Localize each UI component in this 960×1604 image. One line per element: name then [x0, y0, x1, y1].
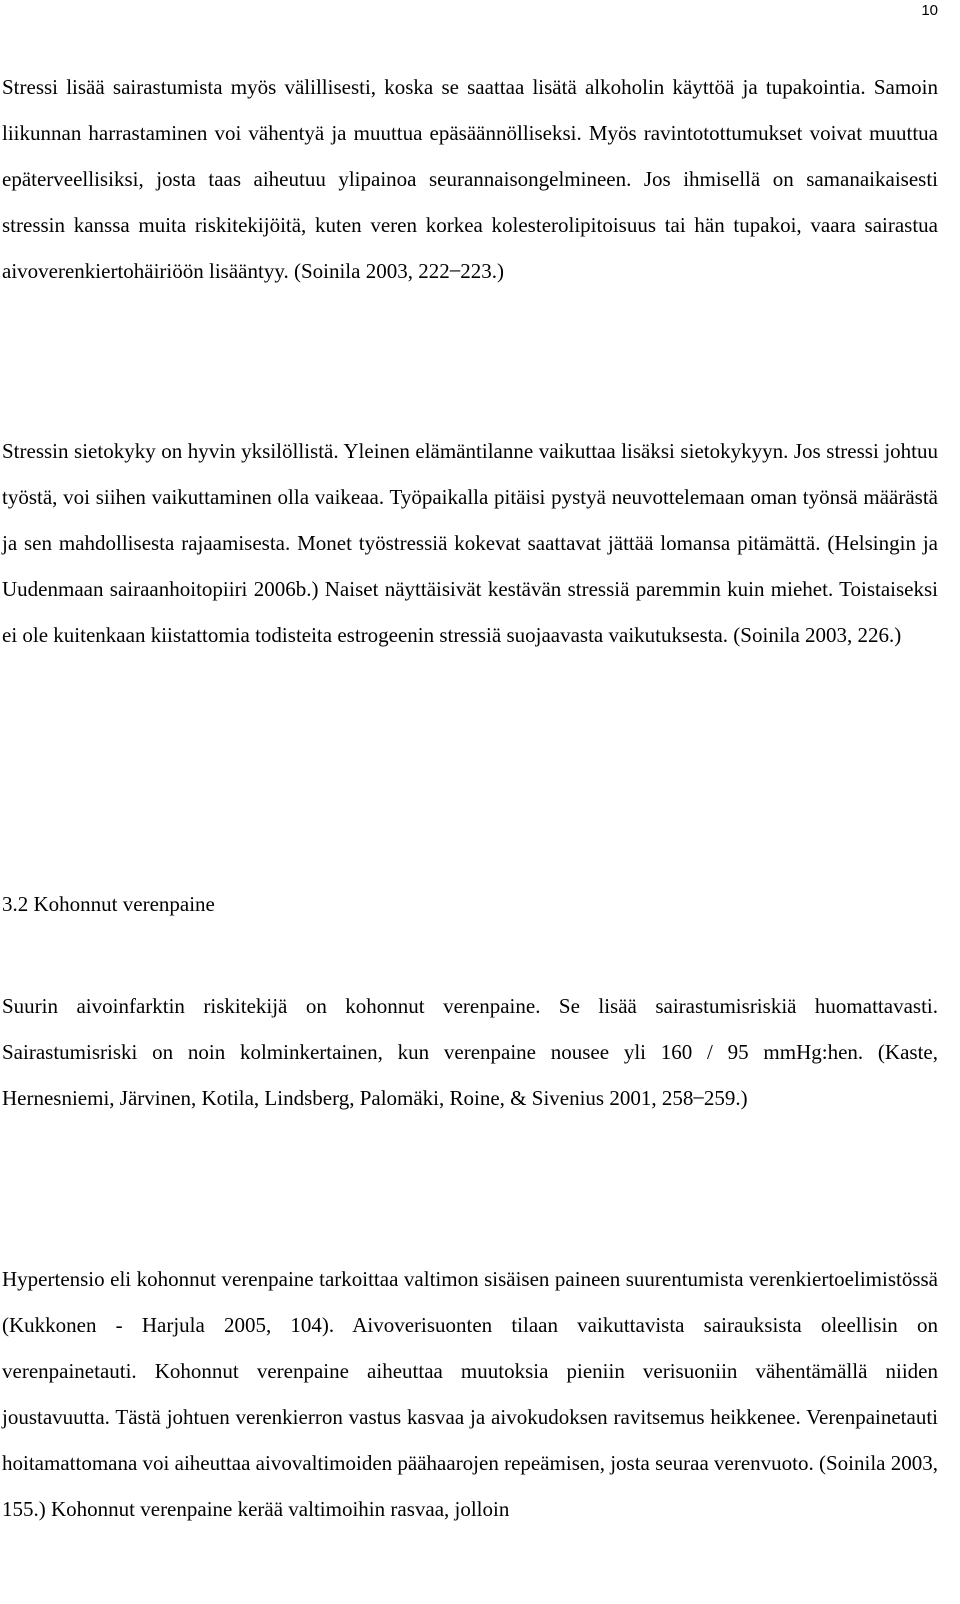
paragraph-stress-tolerance: Stressin sietokyky on hyvin yksilöllistä. Yleinen elämäntilanne vaikuttaa lisäksi sietokykyyn. Jos stressi johtuu työstä, voi siihen vaikuttaminen olla vaikeaa. Työpaikalla pitäisi pystyä neuvottelemaan oman työnsä määrästä ja sen mahdollisesta rajaamisesta. Monet työstressiä kokevat saattavat jättää lomansa pitämättä. (Helsingin ja Uudenmaan sairaanhoitopiiri 2006b.) Naiset näyttäisivät kestävän stressiä paremmin kuin miehet. Toistaiseksi ei ole kuitenkaan kiistattomia todisteita estrogeenin stressiä suojaavasta vaikutuksesta. (Soinila 2003, 226.): [2, 439, 938, 647]
paragraph-hypertension: Hypertensio eli kohonnut verenpaine tarkoittaa valtimon sisäisen paineen suurentumista verenkiertoelimistössä (Kukkonen - Harjula 2005, 104). Aivoverisuonten tilaan vaikuttavista sairauksista oleellisin on verenpainetauti. Kohonnut verenpaine aiheuttaa muutoksia pieniin verisuoniin vähentämällä niiden joustavuutta. Tästä johtuen verenkierron vastus kasvaa ja aivokudoksen ravitsemus heikkenee. Verenpainetauti hoitamattomana voi aiheuttaa aivovaltimoiden päähaarojen repeämisen, josta seuraa verenvuoto. (Soinila 2003, 155.) Kohonnut verenpaine kerää valtimoihin rasvaa, jolloin: [2, 1267, 938, 1521]
page-number: 10: [921, 2, 938, 19]
paragraph-stress-indirect-effects: Stressi lisää sairastumista myös välillisesti, koska se saattaa lisätä alkoholin käyttöä ja tupakointia. Samoin liikunnan harrastaminen voi vähentyä ja muuttua epäsäännölliseksi. Myös ravintotottumukset voivat muuttua epäterveellisiksi, josta taas aiheutuu ylipainoa seurannaisongelmineen. Jos ihmisellä on samanaikaisesti stressin kanssa muita riskitekijöitä, kuten veren korkea kolesterolipitoisuus tai hän tupakoi, vaara sairastua aivoverenkiertohäiriöön lisääntyy. (Soinila 2003, 222 ̶ 223.): [2, 75, 938, 283]
paragraph-blood-pressure-risk: Suurin aivoinfarktin riskitekijä on kohonnut verenpaine. Se lisää sairastumisriskiä huomattavasti. Sairastumisriski on noin kolminkertainen, kun verenpaine nousee yli 160 / 95 mmHg:hen. (Kaste, Hernesniemi, Järvinen, Kotila, Lindsberg, Palomäki, Roine, & Sivenius 2001, 258 ̶ 259.): [2, 994, 938, 1110]
section-heading: 3.2 Kohonnut verenpaine: [2, 892, 215, 916]
